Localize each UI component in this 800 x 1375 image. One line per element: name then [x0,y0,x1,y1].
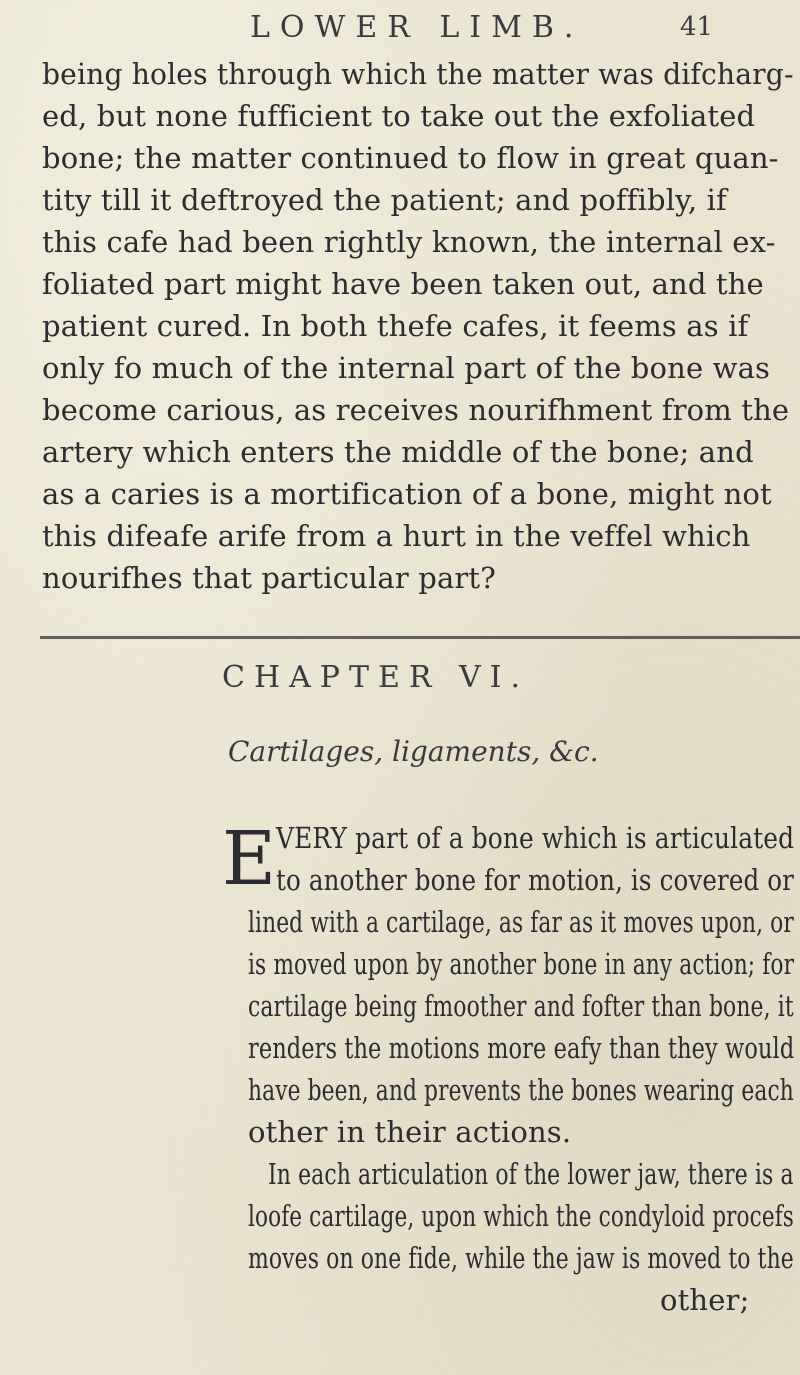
text-line: only fo much of the internal part of the bone was [42,351,771,385]
text-line: this cafe had been rightly known, the internal ex- [42,225,776,259]
text-line: foliated part might have been taken out, and the [42,267,764,301]
text-line: bone; the matter continued to flow in great quan- [42,141,779,175]
text-line: other in their actions. [248,1115,572,1149]
text-line: become carious, as receives nourifhment from the [42,393,790,427]
running-title: LOWER LIMB. [250,10,584,45]
text-line: being holes through which the matter was difcharg- [42,57,794,91]
text-line: cartilage being fmoother and fofter than bone, it [248,989,794,1023]
text-line: ed, but none fufficient to take out the exfoliated [42,99,756,133]
dropcap-letter: E [222,816,277,902]
chapter-heading: CHAPTER VI. [222,660,530,695]
catchword: other; [660,1283,750,1317]
text-line: as a caries is a mortification of a bone, might not [42,477,772,511]
running-head [250,10,800,60]
text-line: VERY part of a bone which is articulated [276,821,795,855]
text-line: tity till it deftroyed the patient; and poffibly, if [42,183,727,217]
text-line: artery which enters the middle of the bone; and [42,435,754,469]
chapter-subtitle: Cartilages, ligaments, &c. [228,735,599,768]
text-line: In each articulation of the lower jaw, there is a [268,1157,794,1191]
text-line: is moved upon by another bone in any action; for [248,947,795,981]
text-line: renders the motions more eafy than they would [248,1031,795,1065]
text-line: loofe cartilage, upon which the condyloid procefs [248,1199,794,1233]
text-line: this difeafe arife from a hurt in the veffel which [42,519,751,553]
section-rule [40,636,800,639]
text-line: lined with a cartilage, as far as it moves upon, or [248,905,794,939]
page-number: 41 [680,12,714,42]
text-line: to another bone for motion, is covered or [276,863,795,897]
text-line: have been, and prevents the bones wearing each [248,1073,794,1107]
text-line: patient cured. In both thefe cafes, it feems as if [42,309,749,343]
text-line: moves on one fide, while the jaw is moved to the [248,1241,794,1275]
text-line: nourifhes that particular part? [42,561,496,595]
